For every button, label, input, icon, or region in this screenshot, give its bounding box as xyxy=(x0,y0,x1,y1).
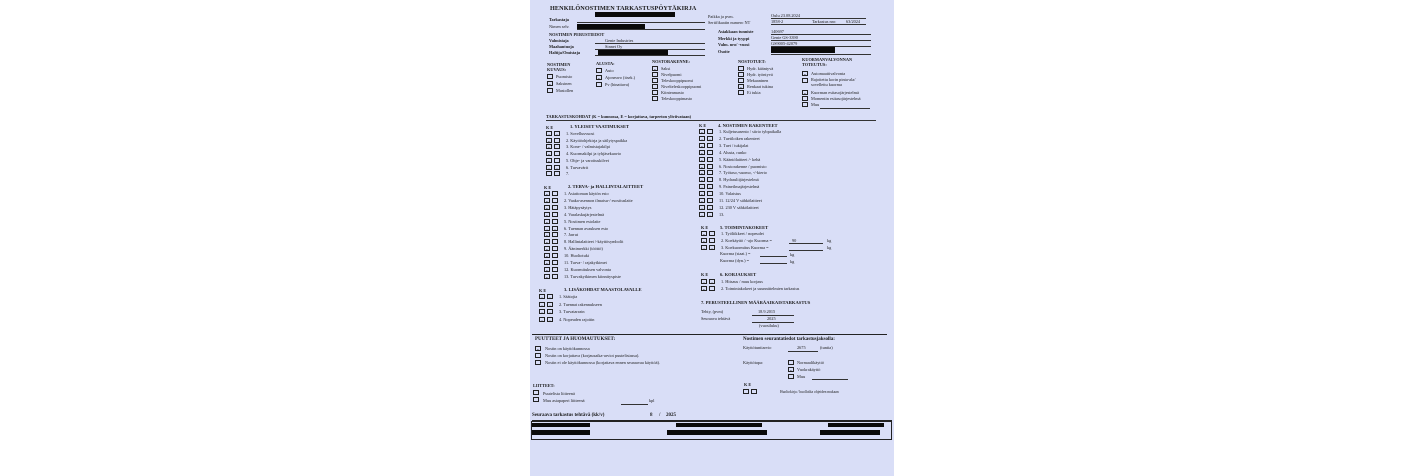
usage-item: Vuokrakäyttö xyxy=(797,367,821,372)
checklist-item: 4. Varalaskujärjestelmä xyxy=(564,211,605,217)
check-k[interactable]: - xyxy=(546,131,552,136)
lift-structure-item: Nivelteleskooppipuomi xyxy=(661,84,702,89)
checklist-item: 6. Nostorakenne / puomisto xyxy=(719,163,767,169)
check-e[interactable]: - xyxy=(709,279,715,284)
address-label: Osoite xyxy=(718,49,730,54)
checklist-item: 5. Ohje- ja varoituskilvet xyxy=(566,157,609,163)
usage-item: Normaalikäyttö xyxy=(797,360,824,365)
checkbox[interactable]: x xyxy=(597,76,601,81)
defect-item: Nostin on käyttökunnossa xyxy=(545,346,590,351)
lift-structure-item: Teleskooppimasto xyxy=(661,96,693,101)
check-k[interactable]: x xyxy=(545,198,549,204)
checklist-item: 4. Alusta, runko xyxy=(719,149,747,155)
redaction-bar xyxy=(532,430,590,435)
check-e[interactable]: - xyxy=(707,212,713,217)
load-control-label: KUORMANVALVONNAN TOTEUTUS: xyxy=(802,57,853,67)
client-id-value: 140697 xyxy=(771,29,784,34)
hours-unit: (tuntia) xyxy=(820,345,833,350)
checkbox[interactable] xyxy=(738,66,744,71)
checklist-item: 1. Sovellusvuosi xyxy=(566,131,595,136)
checklist-item: 9. Äänimerkki (tööttö) xyxy=(564,246,603,252)
description-label: NOSTIMEN KUVAUS: xyxy=(547,62,571,72)
header-inspector-label: Tarkastaja xyxy=(549,17,569,22)
ke-header: K E xyxy=(544,185,552,190)
checkbox[interactable] xyxy=(738,90,744,95)
chassis-item: Ajoneuvo (itsek.) xyxy=(605,75,636,80)
redaction-bar xyxy=(577,24,645,29)
serial-year-value: GS9005-42079 xyxy=(771,41,798,46)
check-k[interactable]: - xyxy=(699,184,705,189)
check-e[interactable]: - xyxy=(547,317,553,322)
check-e[interactable] xyxy=(707,198,713,203)
check-k[interactable]: x xyxy=(545,233,549,239)
checklist-item: 10. Valaistus xyxy=(719,191,741,197)
check-k[interactable]: x xyxy=(545,247,549,253)
check-k[interactable]: x xyxy=(545,212,549,218)
check-e[interactable]: - xyxy=(547,294,553,299)
check-k[interactable]: x xyxy=(700,178,704,184)
brand-type-label: Merkki ja tyyppi xyxy=(718,36,750,41)
check-k[interactable]: - xyxy=(701,279,707,284)
redaction-bar xyxy=(667,430,767,435)
checklist-item: 3. Kone- / valmistajakilpi xyxy=(566,144,610,150)
checkbox[interactable] xyxy=(802,96,808,101)
done-date-label: Tehty, (pvm) xyxy=(701,309,724,314)
service-note: Huoltokirja / huolloilta ohjeiden mukaan xyxy=(780,390,839,394)
redaction-bar xyxy=(676,423,762,427)
check-k[interactable]: x xyxy=(702,238,706,244)
checklist-item: 13. xyxy=(719,211,725,217)
chassis-item: Auto xyxy=(605,68,614,73)
description-item: Saksinen xyxy=(556,81,572,86)
unit-kg: kg xyxy=(827,238,832,243)
check-e[interactable] xyxy=(552,212,558,217)
redaction-bar xyxy=(828,423,884,427)
defects-title: PUUTTEET JA HUOMAUTUKSET: xyxy=(535,337,616,342)
lift-structure-item: Kiinteamasto xyxy=(661,90,684,95)
checklist-item: 4. Kuormakilpi ja tyhjäsekaavio xyxy=(566,151,622,157)
check-e[interactable]: - xyxy=(707,205,713,210)
next-check-month: 8 xyxy=(650,413,653,418)
header-place-date: Oulu 23.08.2024 xyxy=(771,13,801,18)
check-e[interactable] xyxy=(707,143,713,148)
check-k[interactable]: - xyxy=(699,212,705,217)
check-k[interactable]: - xyxy=(539,317,545,322)
checklist-item: 2. Tuennat rakennukseen xyxy=(559,301,602,307)
next-check-label: Seuraava tarkastus tehtävä (kk/v) xyxy=(532,413,605,418)
load-control-item: Automaattivalvonta xyxy=(811,71,846,76)
year-hint: (vuosiluku) xyxy=(759,323,779,328)
redaction-bar xyxy=(598,50,668,55)
check-k[interactable]: x xyxy=(545,240,549,246)
section-5-title: 5. TOIMINTAKOKEET xyxy=(720,225,769,230)
lift-structure-item: Nivelpuomi xyxy=(661,72,682,77)
checkbox[interactable]: x xyxy=(803,91,807,96)
checkbox[interactable] xyxy=(652,90,658,95)
check-e[interactable] xyxy=(707,129,713,134)
supports-item: Hydr. työntyvä xyxy=(747,72,773,77)
base-info-title: NOSTIMEN PERUSTIEDOT xyxy=(549,32,605,37)
static-load-label: Kuorma (staat.) = xyxy=(720,251,751,256)
checklist-item: 3. Turvatarrain xyxy=(559,309,585,315)
checkbox[interactable]: x xyxy=(803,72,807,77)
checklist-item: 8. Hydrauliijärjestelmä xyxy=(719,177,759,183)
check-e[interactable] xyxy=(552,274,558,279)
pcs-unit: kpl xyxy=(649,398,655,403)
check-e[interactable] xyxy=(707,191,713,196)
checklist-item: 11. 12/24 V sähkölaitteet xyxy=(719,198,762,203)
check-e[interactable]: - xyxy=(554,165,560,170)
checkbox[interactable]: x xyxy=(739,85,743,90)
checklist-item: 2. Tuetiloiken rakenteet xyxy=(719,135,760,141)
checklist-item: 8. Hallintalaitteet /-käyttösymbolit xyxy=(564,239,624,245)
check-k[interactable]: x xyxy=(547,138,551,144)
checklist-item: 1. Hitsaus / muu korjaus xyxy=(721,279,763,284)
header-inspection-number: 63/2024 xyxy=(846,19,861,24)
ke-header: K E xyxy=(539,288,547,293)
checklist-item: 2. Toimintakokeet ja suunnittelmien tarkastus xyxy=(721,286,800,291)
owner-label: Haltija/Omistaja xyxy=(549,50,581,55)
attachment-item: Muu asiapaperi liitteenä xyxy=(543,398,585,403)
supports-item: Ei tukia xyxy=(747,90,761,95)
next-due-value: 2025 xyxy=(767,316,776,321)
checkbox[interactable] xyxy=(738,78,744,83)
supports-item: Renkaat tukina xyxy=(747,84,773,89)
check-e[interactable] xyxy=(707,177,713,182)
check-e[interactable] xyxy=(552,198,558,203)
importer-label: Maahantuoja xyxy=(549,44,574,49)
check-e[interactable]: - xyxy=(554,131,560,136)
checkbox[interactable]: x xyxy=(789,368,793,373)
check-e[interactable] xyxy=(707,157,713,162)
header-name-label: Nimen selv. xyxy=(549,24,570,29)
checklist-item: 12. 230 V sähkölaitteet xyxy=(719,204,759,210)
check-e[interactable]: - xyxy=(707,184,713,189)
checklist-item: 2. Koekäyttö / -ajo Kuorma = xyxy=(721,237,772,243)
checklist-item: 1. Asiattoman käytön esto xyxy=(564,191,609,196)
check-e[interactable] xyxy=(552,260,558,265)
check-k[interactable]: x xyxy=(545,219,549,225)
dynamic-load-label: Kuorma (dyn.) = xyxy=(720,258,750,263)
ke-header: K E xyxy=(546,125,554,130)
checklist-item: 11. Turva- / rajakytkimet xyxy=(564,260,607,265)
checklist-item: 7. xyxy=(566,171,570,177)
attachments-title: LIITTEET: xyxy=(533,383,555,388)
section-7-title: 7. PERUSTEELLINEN MÄÄRÄAIKAISTARKASTUS xyxy=(701,300,811,305)
serial-year-label: Valm. nro/ -vuosi xyxy=(718,42,750,47)
load-control-item: Momentin esitasojärjestelmä xyxy=(811,96,861,101)
redaction-bar xyxy=(771,47,835,53)
ke-header: K E xyxy=(699,123,707,128)
client-id-label: Asiakkaan tunniste xyxy=(718,29,754,34)
check-k[interactable]: x xyxy=(547,145,551,151)
check-k[interactable]: - xyxy=(699,205,705,210)
checklist-item: 10. Huoltotuki xyxy=(564,253,590,259)
checkbox[interactable] xyxy=(533,390,539,395)
checklist-item: 13. Turvakytkimen kiinnityspiste xyxy=(564,273,621,279)
checkbox[interactable] xyxy=(738,72,744,77)
ke-header: K E xyxy=(701,272,709,277)
check-k[interactable]: - xyxy=(539,294,545,299)
checkbox[interactable] xyxy=(547,74,553,79)
defect-item: Nostin on korjattava (korjausaika-arviot puutelistassa). xyxy=(545,353,640,358)
check-e[interactable] xyxy=(554,144,560,149)
checkbox[interactable] xyxy=(751,389,757,394)
ke-header: K E xyxy=(744,382,752,387)
check-e[interactable] xyxy=(552,205,558,210)
document-title: HENKILÖNOSTIMEN TARKASTUSPÖYTÄKIRJA xyxy=(550,5,697,12)
description-item: Mastollen xyxy=(556,88,574,93)
supports-item: Mekaaninen xyxy=(747,78,769,83)
check-k[interactable]: x xyxy=(700,199,704,204)
usage-item: Muu xyxy=(797,374,806,379)
checklist-item: 1. Kuljetusasento / siirto tybpaikalla xyxy=(719,129,782,134)
lift-structure-label: NOSTORAKENNE: xyxy=(652,59,690,64)
header-cert-number: 1858-2 xyxy=(771,19,784,24)
checklist-item: 4. Nopeuden rajoitin xyxy=(559,316,595,322)
chassis-item: Pv (hinattava) xyxy=(605,82,630,87)
checkbox[interactable] xyxy=(743,389,749,394)
checklist-item: 2. Vaaka-asennon ilmaisu-/ esosituslaite xyxy=(564,197,633,203)
manufacturer-label: Valmistaja xyxy=(549,38,569,43)
supports-item: Hydr. kääntyvä xyxy=(747,66,774,71)
redaction-bar xyxy=(532,423,590,427)
checkbox[interactable] xyxy=(652,72,658,77)
check-e[interactable] xyxy=(552,253,558,258)
checklist-item: 1. Säätojia xyxy=(559,294,578,299)
checkbox[interactable] xyxy=(802,78,808,83)
checkbox[interactable]: x xyxy=(536,347,540,352)
check-e[interactable] xyxy=(554,151,560,156)
check-k[interactable]: - xyxy=(539,302,545,307)
check-k[interactable]: x xyxy=(700,150,704,156)
check-e[interactable] xyxy=(709,231,715,236)
checkbox[interactable] xyxy=(535,353,541,358)
check-k[interactable]: x xyxy=(700,171,704,177)
checklist-item: 3. Tuet / tukijalat xyxy=(719,142,749,148)
check-k[interactable] xyxy=(546,171,552,176)
check-e[interactable] xyxy=(552,219,558,224)
load-control-item: Rajoitettu korin pinta-ala/ sovellettu kuorma xyxy=(811,77,856,87)
check-k[interactable]: x xyxy=(700,143,704,149)
checklist-item: 5. Nostimen estolaite xyxy=(564,218,601,224)
checklist-item: 5. Kääntölaitteet /- kehä xyxy=(719,156,761,162)
usage-label: Käyttötapa: xyxy=(743,360,764,365)
next-due-label: Seuraava tehtävä xyxy=(701,316,731,321)
check-e[interactable] xyxy=(707,164,713,169)
unit-kg: kg xyxy=(790,259,795,264)
check-e[interactable] xyxy=(707,150,713,155)
manufacturer-value: Genie Industries xyxy=(605,38,634,43)
test-load-value: 90 xyxy=(792,238,797,243)
check-e[interactable] xyxy=(552,191,558,196)
checklist-item: 9. Paineilmajärjestelmä xyxy=(719,184,760,190)
check-k[interactable]: x xyxy=(545,274,549,280)
check-k[interactable]: x xyxy=(700,130,704,135)
brand-type-value: Genie GS-3390 xyxy=(771,35,798,40)
checklist-item: 12. Kuormituksen valvonta xyxy=(564,266,611,272)
inspection-document xyxy=(530,0,894,476)
check-e[interactable] xyxy=(552,239,558,244)
load-control-item: Kuorman esitasojärjestelmä xyxy=(811,90,859,95)
chassis-label: ALUSTA: xyxy=(596,61,615,66)
check-e[interactable] xyxy=(552,246,558,251)
checkbox[interactable] xyxy=(788,360,794,365)
load-control-item: Muu xyxy=(811,102,820,107)
check-k[interactable]: x xyxy=(547,152,551,158)
check-k[interactable]: x xyxy=(545,267,549,273)
redaction-bar xyxy=(595,12,675,17)
hours-label: Käyttötuntiarvio xyxy=(743,345,772,350)
check-k[interactable]: x xyxy=(700,164,704,170)
check-k[interactable]: x xyxy=(545,261,549,266)
next-check-year: 2025 xyxy=(666,413,676,418)
checklist-item: 1. Työliikkeet / nopeudet xyxy=(721,231,764,236)
check-e[interactable]: - xyxy=(547,309,553,314)
lift-structure-item: Saksi xyxy=(661,66,671,71)
section-4-title: 4. NOSTIMEN RAKENTEET xyxy=(718,123,778,128)
ke-header: K E xyxy=(701,225,709,230)
check-e[interactable] xyxy=(554,171,560,176)
checkbox[interactable] xyxy=(547,88,553,93)
check-e[interactable]: - xyxy=(709,245,715,250)
section-3-title: 3. LISÄKOHDAT MAASTOLAVALLE xyxy=(564,287,642,292)
section-6-title: 6. KORJAUKSET xyxy=(720,272,757,277)
checkbox[interactable] xyxy=(652,84,658,89)
monitoring-title: Nostimen seurantatiedot tarkastusjaksolla: xyxy=(743,337,835,342)
check-k[interactable]: - xyxy=(546,165,552,170)
redaction-bar xyxy=(820,430,880,435)
check-k[interactable]: - xyxy=(539,309,545,314)
check-e[interactable] xyxy=(554,158,560,163)
checkbox[interactable] xyxy=(533,397,539,402)
check-k[interactable]: x xyxy=(700,192,704,198)
check-k[interactable]: - xyxy=(699,136,705,141)
checkbox[interactable] xyxy=(802,102,808,107)
checklist-item: 3. Koekuormitus Kuorma = xyxy=(721,244,769,250)
checklist-item: 7. Työtaso,-suomo, -/-kierto xyxy=(719,170,767,176)
unit-kg: kg xyxy=(790,252,795,257)
importer-value: Sinnet Oy xyxy=(605,44,623,49)
check-e[interactable]: - xyxy=(707,136,713,141)
lift-structure-item: Teleskooppipuomi xyxy=(661,78,693,83)
section-1-title: 1. YLEISET VAATIMUKSET xyxy=(570,124,630,129)
checkbox[interactable] xyxy=(788,374,794,379)
checkbox[interactable] xyxy=(652,78,658,83)
checklist-item: 6. Tuennan avauksen esto xyxy=(564,225,609,231)
supports-label: NOSTOTUET: xyxy=(738,59,766,64)
checkbox[interactable] xyxy=(596,68,602,73)
check-k[interactable]: x xyxy=(545,254,549,260)
check-k[interactable]: x xyxy=(702,232,706,237)
check-e[interactable] xyxy=(709,286,715,291)
inspection-points-header: TARKASTUSKOHDAT (K = kunnossa, E = korjattava, tarpeeton yliviivataan) xyxy=(546,114,692,119)
attachment-item: Puutelista liitteenä xyxy=(543,391,575,396)
checkbox[interactable]: x xyxy=(653,67,657,72)
check-e[interactable] xyxy=(552,232,558,237)
checklist-item: 3. Hätäpysäytys xyxy=(564,204,592,210)
checklist-item: 2. Käyttöohjekirja ja säilytyspaikka xyxy=(566,137,628,143)
hours-value: 2675 xyxy=(797,345,806,350)
unit-kg: kg xyxy=(827,245,832,250)
check-e[interactable]: - xyxy=(552,226,558,231)
checkbox[interactable]: x xyxy=(548,82,552,87)
header-inspection-label: Tarkastus nro: xyxy=(812,19,837,24)
check-k[interactable]: - xyxy=(544,226,550,231)
check-k[interactable]: x xyxy=(545,192,549,197)
check-k[interactable]: x xyxy=(547,158,551,164)
check-e[interactable] xyxy=(554,138,560,143)
defect-item: Nostin ei ole käyttökunnossa (korjattava ennen seuraavaa käyttöä). xyxy=(545,360,661,365)
checkbox[interactable] xyxy=(535,360,541,365)
check-k[interactable]: x xyxy=(545,205,549,211)
checklist-item: 7. Jarrut xyxy=(564,232,579,238)
check-e[interactable] xyxy=(707,170,713,175)
header-place-label: Paikka ja pvm. xyxy=(708,14,734,19)
check-k[interactable]: x xyxy=(702,287,706,292)
check-e[interactable] xyxy=(709,238,715,243)
checklist-item: 6. Turvavärit xyxy=(566,164,589,170)
checkbox[interactable] xyxy=(652,96,658,101)
description-item: Puomisto xyxy=(556,74,573,79)
next-check-slash: / xyxy=(659,413,661,418)
check-e[interactable]: - xyxy=(547,302,553,307)
header-cert-label: Sertifikaatin numero NT xyxy=(708,20,751,25)
section-2-title: 2. TERVA- ja HALLINTALAITTEET xyxy=(568,184,644,189)
done-date-value: 18.9.2015 xyxy=(758,309,776,314)
checkbox[interactable] xyxy=(596,82,602,87)
check-k[interactable]: - xyxy=(701,245,707,250)
check-e[interactable] xyxy=(552,267,558,272)
check-k[interactable]: x xyxy=(700,157,704,163)
